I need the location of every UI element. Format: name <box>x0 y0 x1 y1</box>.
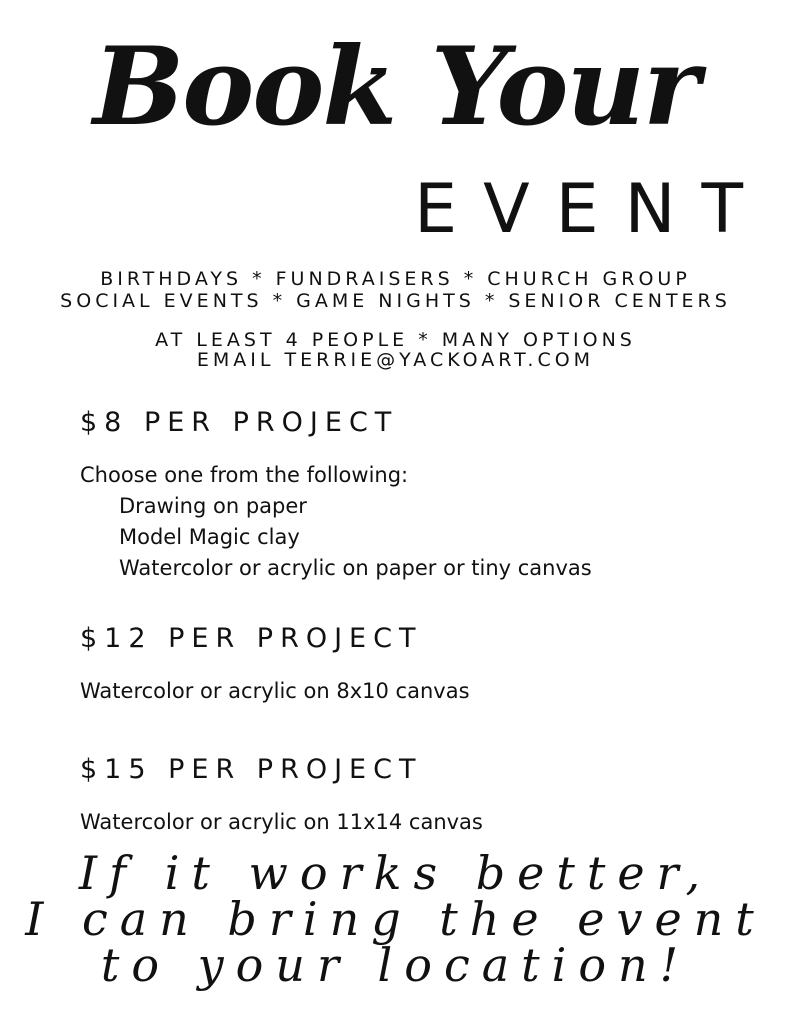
tagline-event-types-1: BIRTHDAYS * FUNDRAISERS * CHURCH GROUP <box>100 268 691 290</box>
price-8-intro: Choose one from the following: <box>80 463 409 487</box>
closing-message <box>0 846 791 992</box>
price-heading-12: $12 PER PROJECT <box>80 623 423 654</box>
page-subtitle: EVENT <box>414 170 769 249</box>
price-8-options <box>80 460 592 584</box>
price-12-description: Watercolor or acrylic on 8x10 canvas <box>80 679 470 703</box>
tagline-requirements: AT LEAST 4 PEOPLE * MANY OPTIONS <box>155 329 636 351</box>
page-title: Book Your <box>93 24 698 150</box>
option-watercolor-tiny: Watercolor or acrylic on paper or tiny canvas <box>119 556 592 580</box>
price-heading-15: $15 PER PROJECT <box>80 754 423 785</box>
option-clay: Model Magic clay <box>119 525 300 549</box>
tagline-contact-email: EMAIL TERRIE@YACKOART.COM <box>196 349 595 371</box>
option-drawing: Drawing on paper <box>119 494 307 518</box>
price-15-description: Watercolor or acrylic on 11x14 canvas <box>80 810 483 834</box>
tagline-event-types-2: SOCIAL EVENTS * GAME NIGHTS * SENIOR CENTERS <box>60 290 731 312</box>
closing-line-1: If it works better, <box>78 846 713 900</box>
price-heading-8: $8 PER PROJECT <box>80 407 399 438</box>
closing-line-3: to your location! <box>100 938 691 992</box>
closing-line-2: I can bring the event <box>25 892 766 946</box>
